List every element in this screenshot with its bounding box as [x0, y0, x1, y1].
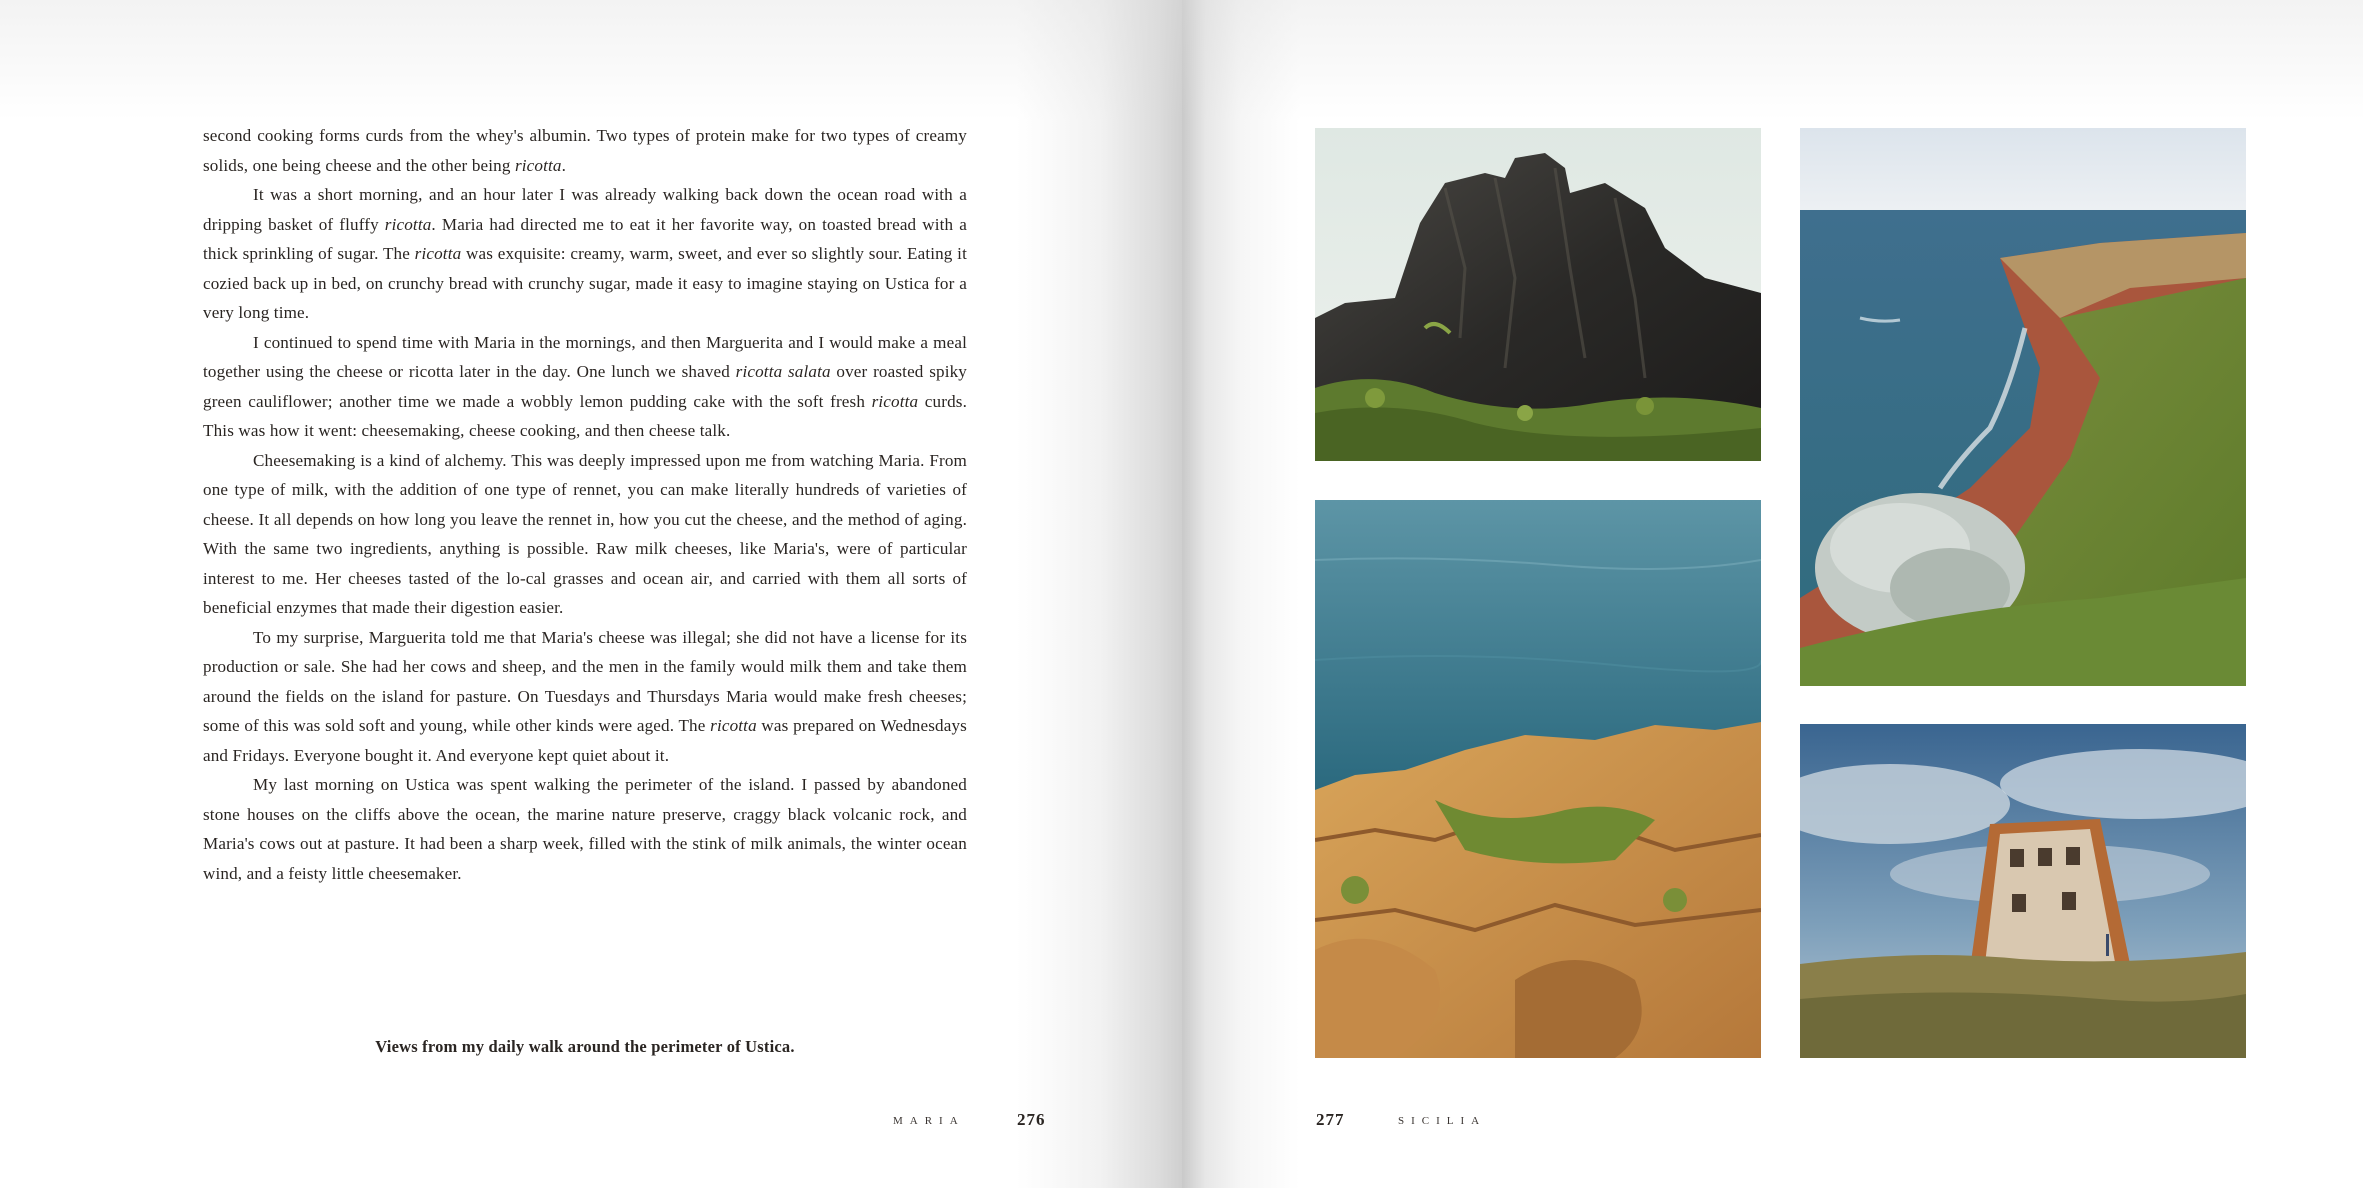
page-number-right: 277	[1316, 1110, 1345, 1129]
top-shadow	[1182, 0, 2363, 120]
text-run: over roasted spiky green cauliflower; another time we made a wobbly lemon pudding cake with the soft fresh	[203, 362, 967, 411]
text-run: . Maria had directed me to eat it her favorite way, on toasted bread with a thick sprinkling of sugar. The	[203, 214, 967, 263]
sea-cliffs-photo	[1800, 128, 2246, 686]
running-head-left: MARIA	[893, 1115, 965, 1127]
running-head-right: SICILIA	[1398, 1115, 1487, 1127]
italic-term: ricotta	[710, 716, 757, 735]
photo-caption: Views from my daily walk around the perimeter of Ustica.	[375, 1037, 795, 1056]
page-number-left: 276	[1017, 1110, 1046, 1129]
text-run: curds. This was how it went: cheesemaking, cheese cooking, and then cheese talk.	[203, 391, 967, 440]
top-shadow	[0, 0, 1182, 120]
text-run: My last morning on Ustica was spent walking the perimeter of the island. I passed by abandoned stone houses on the cliffs above the ocean, the marine nature preserve, craggy black volcanic rock, and Maria's cows out at pasture. It had been a sharp week, filled with the stink of milk animals, the winter ocean wind, and a feisty little cheesemaker.	[203, 775, 967, 883]
body-paragraph	[203, 446, 967, 623]
italic-term: ricotta	[414, 244, 462, 263]
body-paragraph	[203, 328, 967, 446]
italic-term: ricotta salata	[735, 362, 831, 381]
stone-tower-photo	[1800, 724, 2246, 1058]
text-run: second cooking forms curds from the whey's albumin. Two types of protein make for two types of creamy solids, one being cheese and the other being	[203, 126, 967, 175]
body-text	[203, 121, 967, 888]
text-run: I continued to spend time with Maria in the mornings, and then Marguerita and I would make a meal together using the cheese or ricotta later in the day. One lunch we shaved	[203, 332, 967, 381]
text-run: To my surprise, Marguerita told me that Maria's cheese was illegal; she did not have a license for its production or sale. She had her cows and sheep, and the men in the family would milk them and take them around the fields on the island for pasture. On Tuesdays and Thursdays Maria would make fresh cheeses; some of this was sold soft and young, while other kinds were aged. The	[203, 627, 967, 735]
black-volcanic-rock-photo	[1315, 128, 1761, 461]
text-run: Cheesemaking is a kind of alchemy. This was deeply impressed upon me from watching Maria. From one type of milk, with the addition of one type of rennet, you can make literally hundreds of varieties of cheese. It all depends on how long you leave the rennet in, how you cut the cheese, and the method of aging. With the same two ingredients, anything is possible. Raw milk cheeses, like Maria's, were of particular interest to me. Her cheeses tasted of the lo-cal grasses and ocean air, and carried with them all sorts of beneficial enzymes that made their digestion easier.	[203, 450, 967, 617]
italic-term: ricotta	[871, 391, 919, 411]
text-run: .	[561, 155, 567, 175]
body-paragraph	[203, 770, 967, 888]
text-run: was exquisite: creamy, warm, sweet, and ever so slightly sour. Eating it cozied back up in bed, on crunchy bread with crunchy sugar, made it easy to imagine staying on Ustica for a very long time.	[203, 244, 967, 322]
body-paragraph	[203, 623, 967, 771]
text-run: It was a short morning, and an hour later I was already walking back down the ocean road with a dripping basket of fluffy	[203, 185, 967, 234]
italic-term: ricotta	[384, 214, 432, 234]
body-paragraph	[203, 121, 967, 180]
body-paragraph	[203, 180, 967, 328]
ocean-rocks-photo	[1315, 500, 1761, 1058]
text-run: was prepared on Wednesdays and Fridays. Everyone bought it. And everyone kept quiet about it.	[203, 716, 967, 765]
italic-term: ricotta	[514, 155, 562, 175]
right-page	[1182, 0, 2363, 1188]
